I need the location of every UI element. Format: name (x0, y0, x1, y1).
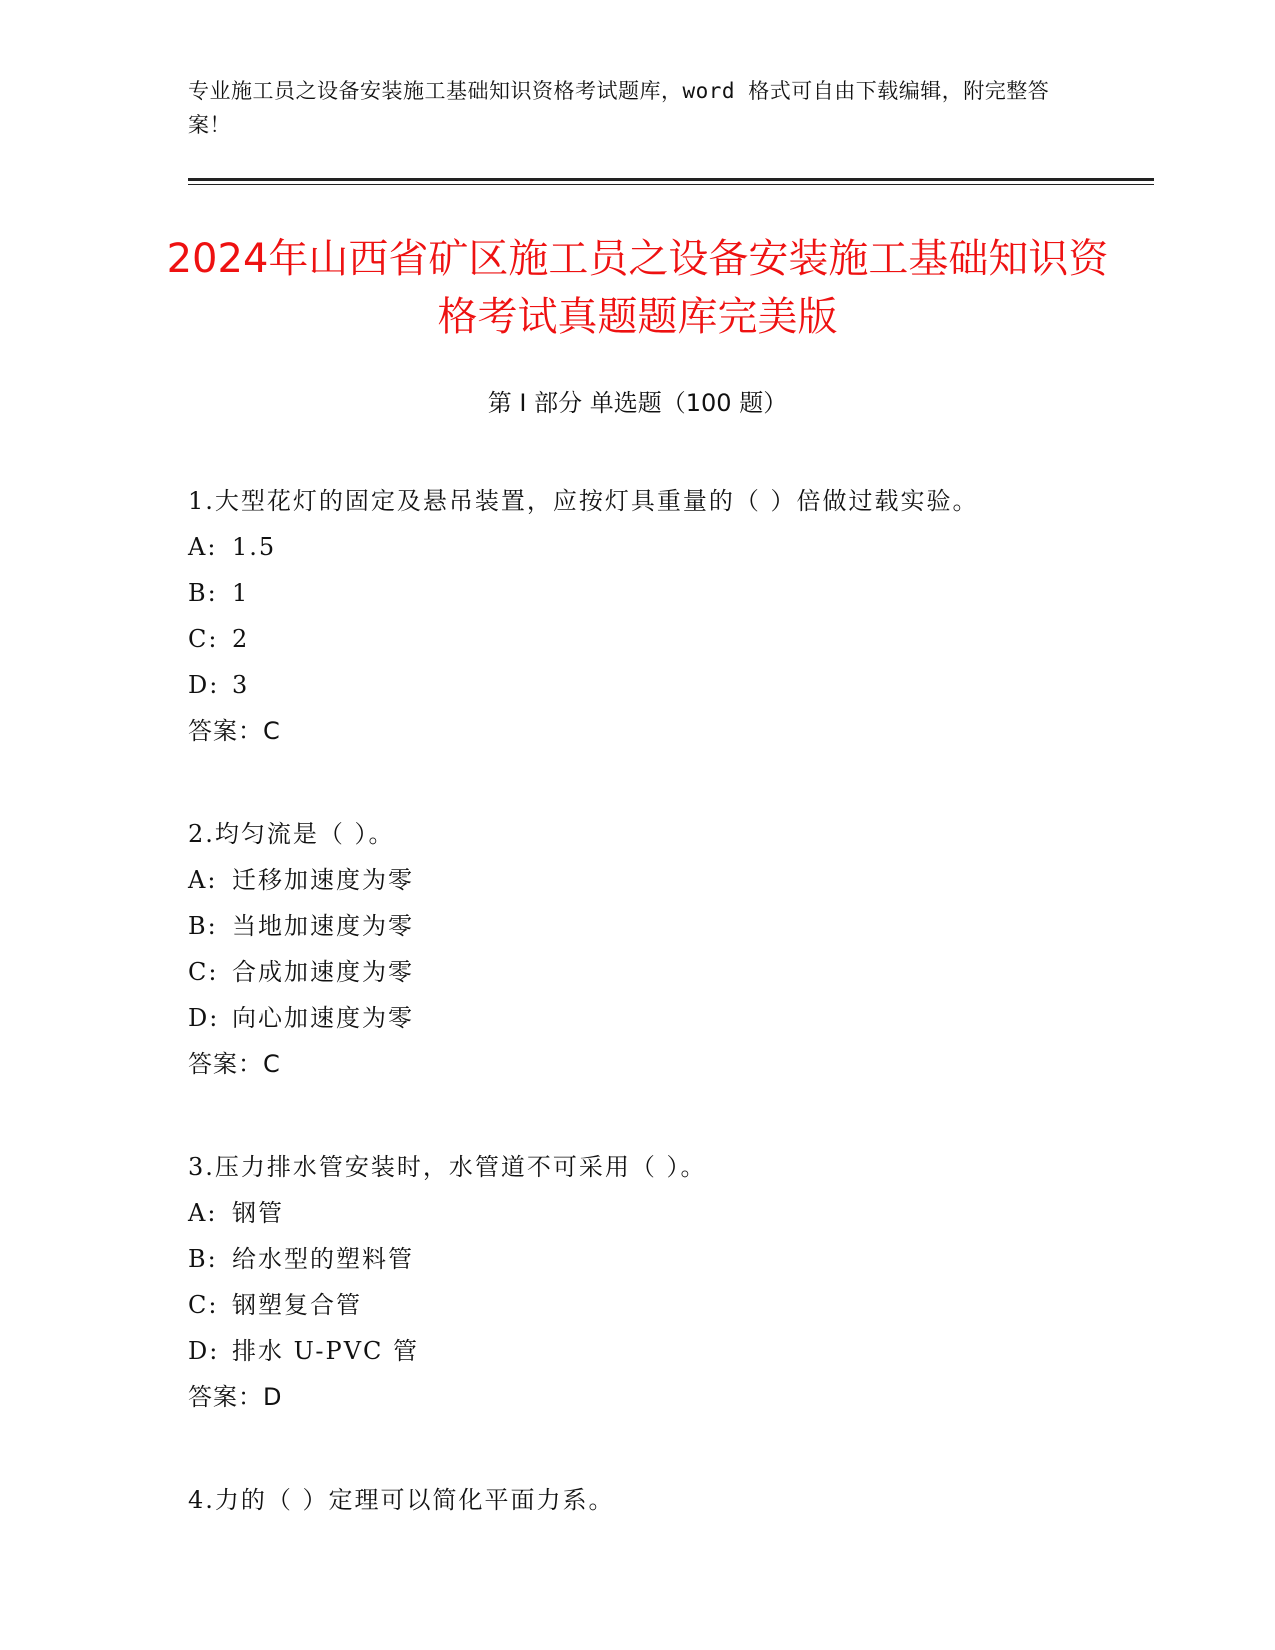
option-letter: D: (188, 1004, 220, 1032)
option-letter: A: (188, 533, 218, 561)
option-letter: D: (188, 671, 220, 699)
option-c (188, 1282, 1148, 1328)
option-text: 合成加速度为零 (232, 958, 414, 986)
question-1 (188, 478, 1148, 754)
option-a (188, 857, 1148, 903)
document-title: 2024年山西省矿区施工员之设备安装施工基础知识资格考试真题题库完美版 (166, 236, 1109, 340)
option-a (188, 1190, 1148, 1236)
option-b (188, 1236, 1148, 1282)
section-title: 第 I 部分 单选题（100 题） (487, 389, 788, 417)
option-text: 给水型的塑料管 (232, 1245, 414, 1273)
option-text: 钢塑复合管 (232, 1291, 362, 1319)
question-stem: 1.大型花灯的固定及悬吊装置，应按灯具重量的（ ）倍做过载实验。 (188, 487, 979, 515)
question-4 (188, 1477, 1148, 1523)
option-text: 3 (232, 671, 250, 699)
option-c (188, 616, 1148, 662)
header-rule-thin (188, 184, 1154, 185)
question-list (188, 478, 1148, 1580)
option-b (188, 903, 1148, 949)
option-d (188, 1328, 1148, 1374)
option-letter: C: (188, 625, 219, 653)
option-a (188, 524, 1148, 570)
question-stem: 3.压力排水管安装时，水管道不可采用（ ）。 (188, 1153, 707, 1181)
option-letter: C: (188, 958, 219, 986)
question-stem: 4.力的（ ）定理可以简化平面力系。 (188, 1486, 615, 1514)
option-letter: A: (188, 866, 218, 894)
option-letter: C: (188, 1291, 219, 1319)
header-rule-thick (188, 178, 1154, 181)
option-text: 钢管 (232, 1199, 284, 1227)
option-letter: B: (188, 912, 218, 940)
answer-line: 答案：D (188, 1383, 283, 1411)
option-letter: D: (188, 1337, 220, 1365)
option-d (188, 995, 1148, 1041)
option-d (188, 662, 1148, 708)
intro-text: 专业施工员之设备安装施工基础知识资格考试题库，word 格式可自由下载编辑，附完整答案！ (188, 79, 1050, 137)
option-text: 当地加速度为零 (232, 912, 414, 940)
answer-line: 答案：C (188, 1050, 281, 1078)
question-stem: 2.均匀流是（ ）。 (188, 820, 395, 848)
option-text: 排水 U-PVC 管 (232, 1337, 420, 1365)
question-2 (188, 811, 1148, 1087)
option-letter: B: (188, 579, 218, 607)
option-letter: A: (188, 1199, 218, 1227)
answer-line: 答案：C (188, 717, 281, 745)
option-text: 1 (232, 579, 250, 607)
option-text: 向心加速度为零 (232, 1004, 414, 1032)
question-3 (188, 1144, 1148, 1420)
option-c (188, 949, 1148, 995)
option-b (188, 570, 1148, 616)
option-text: 迁移加速度为零 (232, 866, 414, 894)
option-letter: B: (188, 1245, 218, 1273)
option-text: 1.5 (232, 533, 277, 561)
option-text: 2 (232, 625, 250, 653)
